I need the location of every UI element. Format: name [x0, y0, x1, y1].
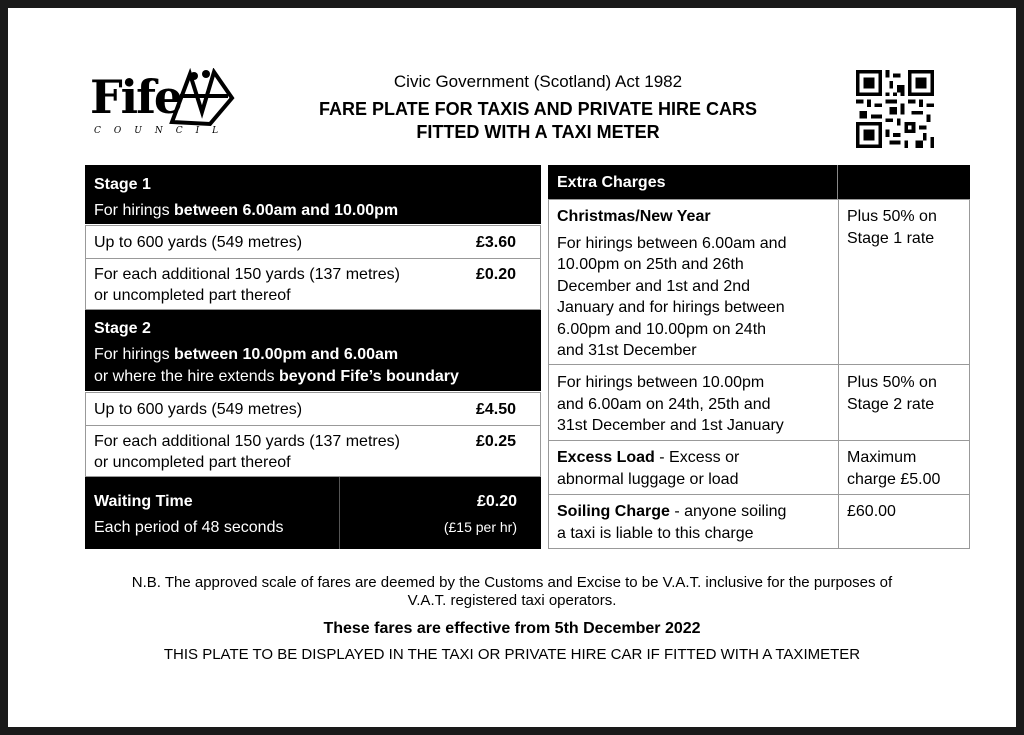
- soiling-line-2: a taxi is liable to this charge: [557, 525, 754, 542]
- christmas-heading: Christmas/New Year: [557, 208, 711, 225]
- night-charge-line-2: Stage 2 rate: [847, 396, 935, 413]
- night-row: [548, 364, 970, 441]
- row-amount: £3.60: [475, 234, 516, 251]
- night-charge-line-1: Plus 50% on: [847, 374, 937, 391]
- vat-note-line-2: V.A.T. registered taxi operators.: [407, 592, 617, 609]
- excess-load-row: [548, 440, 970, 495]
- christmas-charge-line-1: Plus 50% on: [847, 208, 937, 225]
- row-label-line2: or uncompleted part thereof: [94, 454, 291, 471]
- christmas-line-5: 6.00pm and 10.00pm on 24th: [557, 321, 767, 338]
- stage2-sub2-bold: beyond Fife’s boundary: [279, 368, 459, 385]
- night-line-2: and 6.00am on 24th, 25th and: [557, 396, 771, 413]
- waiting-amount: £0.20: [476, 493, 517, 510]
- waiting-time-block: [85, 477, 541, 549]
- title-line-1: FARE PLATE FOR TAXIS AND PRIVATE HIRE CARS: [318, 99, 758, 119]
- stage2-heading: Stage 2: [94, 320, 151, 337]
- waiting-hourly: (£15 per hr): [443, 519, 517, 535]
- row-amount: £0.20: [475, 266, 516, 283]
- soiling-row: [548, 494, 970, 549]
- column-divider: [838, 495, 839, 548]
- stage1-heading: Stage 1: [94, 176, 151, 193]
- fare-plate: [8, 8, 1016, 727]
- night-line-3: 31st December and 1st January: [557, 417, 784, 434]
- stage1-header: [85, 165, 541, 224]
- row-label-line2: or uncompleted part thereof: [94, 287, 291, 304]
- extra-header-divider: [837, 165, 838, 199]
- christmas-row: [548, 199, 970, 365]
- logo-wordmark: Fife: [90, 70, 182, 124]
- vat-note-line-1: N.B. The approved scale of fares are deemed by the Customs and Excise to be V.A.T. inclusive for the purposes of: [131, 574, 893, 591]
- stage2-header: [85, 310, 541, 391]
- excess-charge-line-2: charge £5.00: [847, 471, 941, 488]
- christmas-charge-line-2: Stage 1 rate: [847, 230, 935, 247]
- christmas-line-4: January and for hirings between: [557, 299, 785, 316]
- stage2-row-additional: [85, 425, 541, 477]
- stage1-sub-prefix: For hirings: [94, 202, 175, 219]
- vat-note: [28, 574, 996, 609]
- christmas-line-1: For hirings between 6.00am and: [557, 235, 787, 252]
- stage1-row-initial: [85, 225, 541, 259]
- act-reference: Civic Government (Scotland) Act 1982: [393, 72, 683, 91]
- row-label-line1: For each additional 150 yards (137 metres): [94, 433, 400, 450]
- stage2-sub1-bold: between 10.00pm and 6.00am: [174, 346, 399, 363]
- extra-charges-header: [548, 165, 970, 199]
- stage2-row-initial: [85, 392, 541, 426]
- soiling-text: - anyone soiling: [669, 503, 787, 520]
- stage2-sub2-prefix: or where the hire extends: [94, 368, 279, 385]
- soiling-line-1: [557, 501, 825, 522]
- soiling-charge: £60.00: [847, 503, 896, 520]
- waiting-description: Each period of 48 seconds: [94, 519, 284, 536]
- qr-code-icon: [856, 70, 934, 148]
- row-label: Up to 600 yards (549 metres): [94, 401, 303, 418]
- effective-date: These fares are effective from 5th December 2022: [323, 620, 701, 637]
- display-notice: THIS PLATE TO BE DISPLAYED IN THE TAXI OR PRIVATE HIRE CAR IF FITTED WITH A TAXIMETER: [163, 646, 861, 663]
- excess-charge-line-1: Maximum: [847, 449, 917, 466]
- stage1-sub-bold: between 6.00am and 10.00pm: [174, 202, 399, 219]
- stage2-subheading-1: [94, 344, 398, 365]
- title-line-2: FITTED WITH A TAXI METER: [416, 122, 660, 142]
- christmas-line-6: and 31st December: [557, 342, 697, 359]
- stage1-row-additional: [85, 258, 541, 310]
- excess-line-1: [557, 447, 825, 468]
- row-label: Up to 600 yards (549 metres): [94, 234, 303, 251]
- excess-label: Excess Load: [557, 449, 655, 466]
- stage2-sub1-prefix: For hirings: [94, 346, 175, 363]
- column-divider: [838, 200, 839, 364]
- soiling-label: Soiling Charge: [557, 503, 670, 520]
- row-amount: £4.50: [475, 401, 516, 418]
- column-divider: [838, 365, 839, 440]
- row-label-line1: For each additional 150 yards (137 metres): [94, 266, 400, 283]
- excess-text: - Excess or: [654, 449, 740, 466]
- waiting-heading: Waiting Time: [94, 493, 193, 510]
- stage2-subheading-2: [94, 366, 459, 387]
- night-line-1: For hirings between 10.00pm: [557, 374, 765, 391]
- extra-heading: Extra Charges: [557, 174, 666, 191]
- stage1-subheading: [94, 200, 398, 221]
- fife-council-emblem-icon: [166, 68, 236, 128]
- logo-subtitle: COUNCIL: [94, 126, 232, 136]
- plate-title: [238, 98, 838, 144]
- waiting-divider: [339, 477, 340, 549]
- row-amount: £0.25: [475, 433, 516, 450]
- excess-line-2: abnormal luggage or load: [557, 471, 739, 488]
- christmas-line-2: 10.00pm on 25th and 26th: [557, 256, 744, 273]
- column-divider: [838, 441, 839, 494]
- christmas-line-3: December and 1st and 2nd: [557, 278, 751, 295]
